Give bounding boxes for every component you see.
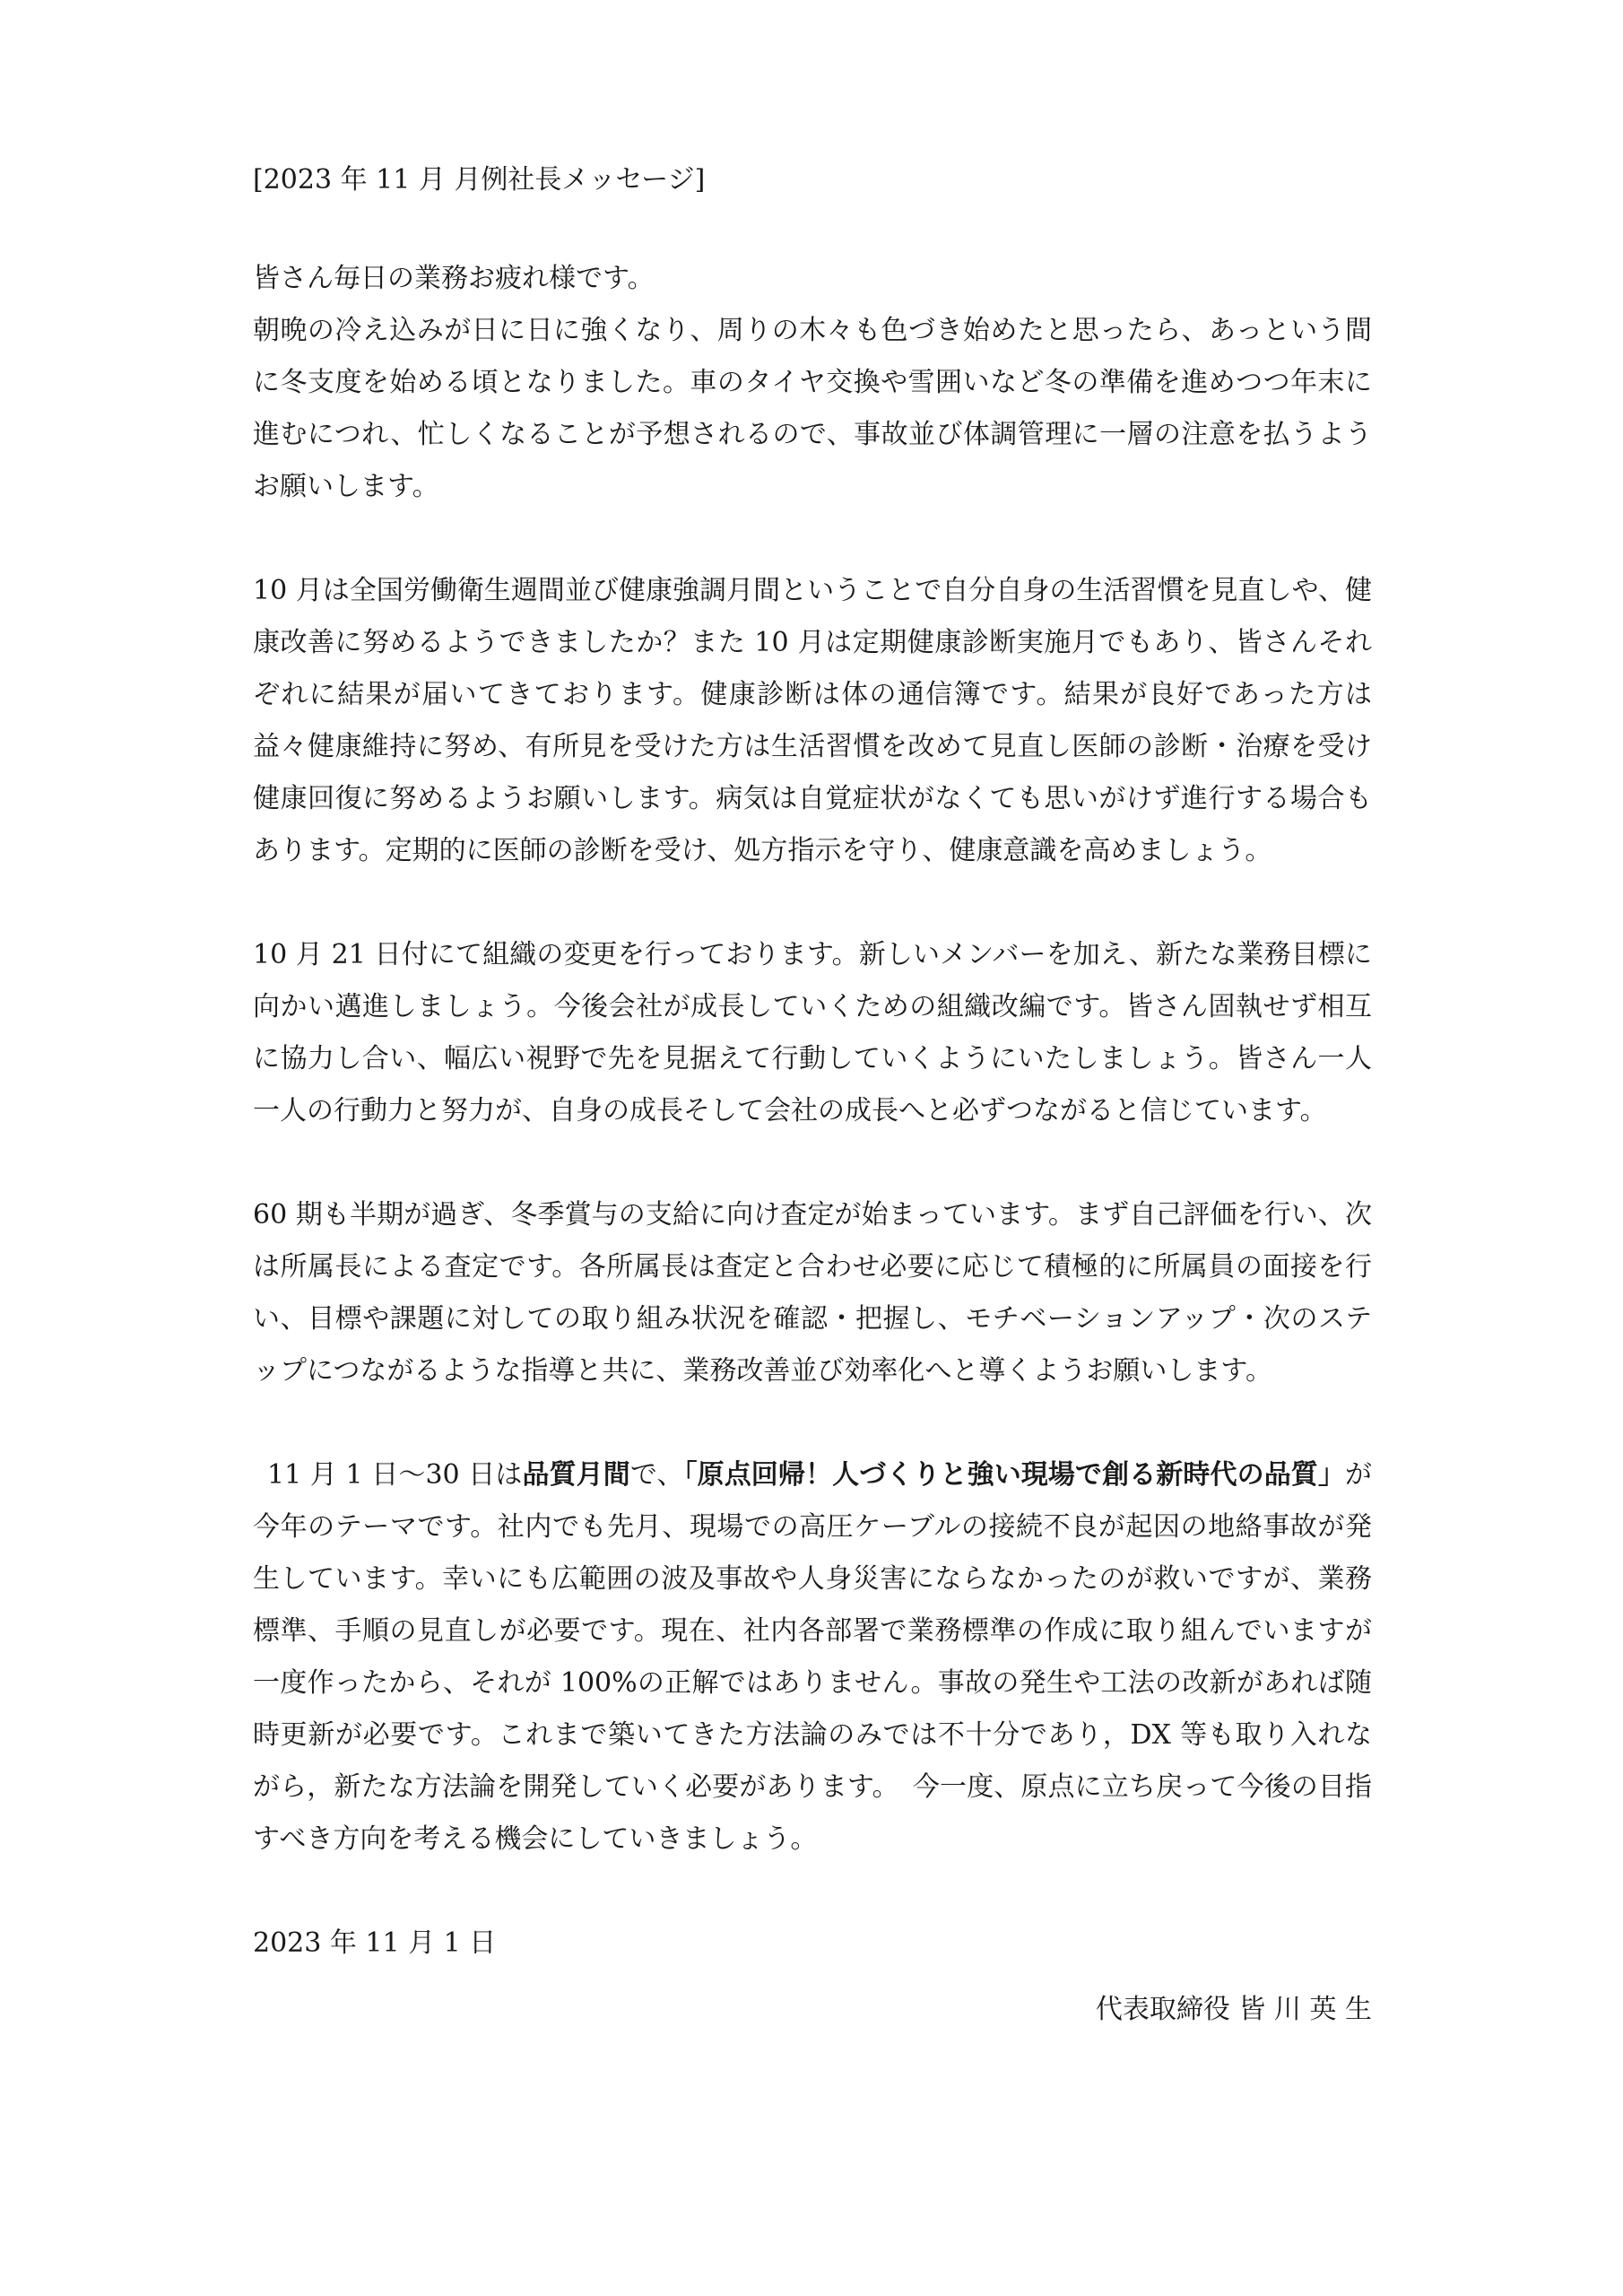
quality-connector: で、 bbox=[629, 1459, 684, 1491]
message-header: [2023 年 11 月 月例社長メッセージ] bbox=[253, 164, 706, 196]
greeting-line: 皆さん毎日の業務お疲れ様です。 bbox=[253, 263, 655, 294]
evaluation-paragraph: 60 期も半期が過ぎ、冬季賞与の支給に向け査定が始まっています。まず自己評価を行い、次は所属長による査定です。各所属長は査定と合わせ必要に応じて積極的に所属員の面接を行い、目標や課題に対しての取り組み状況を確認・把握し、モチベーションアップ・次のステップにつながるような指導と共に、業務改善並び効率化へと導くようお願いします。 bbox=[253, 1199, 1372, 1387]
message-date: 2023 年 11 月 1 日 bbox=[253, 1927, 497, 1959]
quality-theme: 「原点回帰！人づくりと強い現場で創る新時代の品質」 bbox=[683, 1459, 1345, 1491]
message-body bbox=[253, 154, 1372, 2036]
organization-paragraph: 10 月 21 日付にて組織の変更を行っております。新しいメンバーを加え、新たな業務目標に向かい邁進しましょう。今後会社が成長していくための組織改編です。皆さん固執せず相互に協力し合い、幅広い視野で先を見据えて行動していくようにいたしましょう。皆さん一人一人の行動力と努力が、自身の成長そして会社の成長へと必ずつながると信じています。 bbox=[253, 939, 1372, 1126]
greeting-paragraph bbox=[253, 253, 1372, 513]
quality-paragraph bbox=[253, 1449, 1372, 1866]
quality-month-label: 品質月間 bbox=[522, 1459, 630, 1491]
quality-period: 11 月 1 日〜30 日は bbox=[267, 1459, 523, 1491]
greeting-body: 朝晩の冷え込みが日に日に強くなり、周りの木々も色づき始めたと思ったら、あっという間に冬支度を始める頃となりました。車のタイヤ交換や雪囲いなど冬の準備を進めつつ年末に進むにつれ、忙しくなることが予想されるので、事故並び体調管理に一層の注意を払うようお願いします。 bbox=[253, 315, 1372, 502]
quality-rest: が今年のテーマです。社内でも先月、現場での高圧ケーブルの接続不良が起因の地絡事故が発生しています。幸いにも広範囲の波及事故や人身災害にならなかったのが救いですが、業務標準、手順の見直しが必要です。現在、社内各部署で業務標準の作成に取り組んでいますが一度作ったから、それが 100%の正解ではありません。事故の発生や工法の改新があれば随時更新が必要です。これまで築いてきた方法論のみでは不十分であり，DX 等も取り入れながら，新たな方法論を開発していく必要があります。 今一度、原点に立ち戻って今後の目指すべき方向を考える機会にしていきましょう。 bbox=[253, 1459, 1372, 1855]
health-paragraph: 10 月は全国労働衛生週間並び健康強調月間ということで自分自身の生活習慣を見直しや、健康改善に努めるようできましたか？また 10 月は定期健康診断実施月でもあり、皆さんそれぞれに結果が届いてきております。健康診断は体の通信簿です。結果が良好であった方は益々健康維持に努め、有所見を受けた方は生活習慣を改めて見直し医師の診断・治療を受け健康回復に努めるようお願いします。病気は自覚症状がなくても思いがけず進行する場合もあります。定期的に医師の診断を受け、処方指示を守り、健康意識を高めましょう。 bbox=[253, 575, 1372, 866]
signature: 代表取締役 皆 川 英 生 bbox=[1095, 1994, 1372, 2025]
